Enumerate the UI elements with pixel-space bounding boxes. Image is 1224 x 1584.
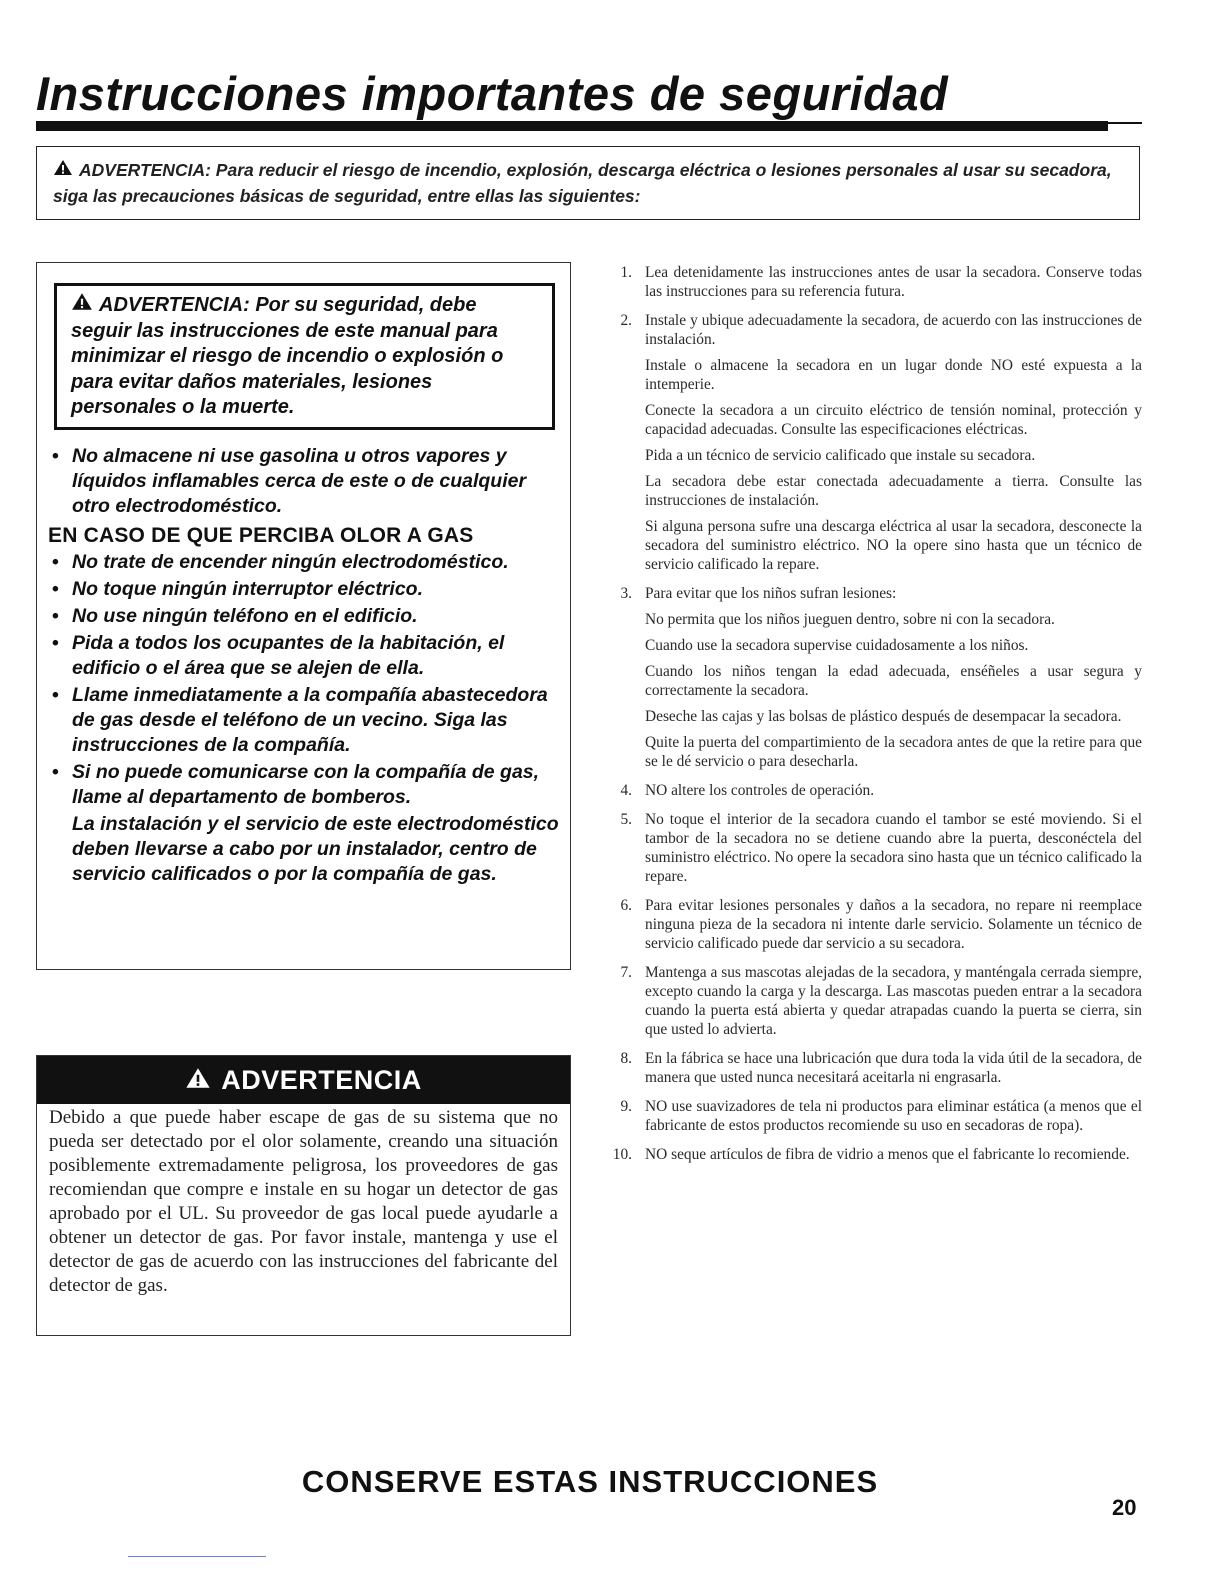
instruction-paragraph: NO altere los controles de operación.	[645, 782, 875, 799]
instruction-paragraph: Quite la puerta del compartimiento de la secadora antes de que la retire para que se le dé servicio o para desecharla.	[645, 734, 1142, 770]
instruction-item	[612, 781, 1142, 800]
list-item: • No toque ningún interruptor eléctrico.	[52, 578, 423, 600]
page-number: 20	[1112, 1495, 1137, 1520]
gas-detector-warning-header	[37, 1056, 570, 1104]
bullet-icon: •	[52, 632, 59, 654]
instruction-number: 2.	[620, 312, 632, 329]
bullet-icon: •	[52, 684, 59, 706]
title-underline-thin	[1100, 122, 1142, 124]
list-item: • No almacene ni use gasolina u otros vapores y líquidos inflamables cerca de este o de cualquier otro electrodoméstico.	[52, 445, 527, 517]
gas-detector-warning-box	[36, 1055, 571, 1336]
list-item: • No use ningún teléfono en el edificio.	[52, 605, 418, 627]
gas-odor-heading: EN CASO DE QUE PERCIBA OLOR A GAS	[48, 524, 474, 547]
gas-safety-content	[48, 444, 560, 887]
list-item: • Si no puede comunicarse con la compañía de gas, llame al departamento de bomberos.	[52, 761, 540, 808]
list-item: • No trate de encender ningún electrodoméstico.	[52, 551, 509, 573]
bullet-icon: •	[52, 445, 59, 467]
instruction-paragraph: No toque el interior de la secadora cuando el tambor se esté moviendo. Si el tambor de la secadora no se detiene cuando abre la puerta, desconéctela del suministro eléctrico. No opere la secadora sino hasta que un técnico calificado la repare.	[645, 811, 1143, 885]
instruction-number: 5.	[620, 811, 632, 828]
bullet-icon: •	[52, 578, 59, 600]
bullet-icon: •	[52, 551, 59, 573]
instruction-item	[612, 311, 1142, 574]
instruction-item	[612, 1145, 1142, 1164]
instruction-item	[612, 963, 1142, 1039]
conserve-instructions-heading: CONSERVE ESTAS INSTRUCCIONES	[301, 1464, 879, 1499]
instruction-paragraph: Conecte la secadora a un circuito eléctrico de tensión nominal, protección y capacidad adecuadas. Consulte las especificaciones eléctricas.	[645, 402, 1142, 438]
instruction-paragraph: Lea detenidamente las instrucciones antes de usar la secadora. Conserve todas las instrucciones para su referencia futura.	[645, 264, 1142, 300]
warning-triangle-icon	[185, 1058, 211, 1106]
list-item: • Pida a todos los ocupantes de la habitación, el edificio o el área que se alejen de ella.	[52, 632, 505, 679]
instruction-number: 1.	[620, 264, 632, 281]
list-item: • Llame inmediatamente a la compañía abastecedora de gas desde el teléfono de un vecino. Siga las instrucciones de la compañía.	[52, 684, 548, 756]
instruction-paragraph: Para evitar que los niños sufran lesiones:	[645, 585, 897, 602]
instruction-item	[612, 584, 1142, 771]
inner-warning-box	[54, 283, 555, 430]
instruction-item	[612, 1097, 1142, 1135]
instruction-number: 8.	[620, 1050, 632, 1067]
instruction-paragraph: No permita que los niños jueguen dentro, sobre ni con la secadora.	[645, 611, 1055, 628]
inner-warning-text: Por su seguridad, debe seguir las instrucciones de este manual para minimizar el riesgo de incendio o explosión o para evitar daños materiales, lesiones personales o la muerte.	[71, 294, 504, 418]
storage-list	[48, 444, 560, 519]
instruction-paragraph: Cuando use la secadora supervise cuidadosamente a los niños.	[645, 637, 1029, 654]
instruction-number: 10.	[612, 1146, 632, 1163]
instruction-paragraph: NO seque artículos de fibra de vidrio a menos que el fabricante lo recomiende.	[645, 1146, 1130, 1163]
inner-warning-label: ADVERTENCIA:	[99, 294, 250, 316]
title-underline	[36, 121, 1108, 131]
instruction-number: 4.	[620, 782, 632, 799]
top-warning-box	[36, 146, 1140, 220]
instruction-paragraph: Instale y ubique adecuadamente la secadora, de acuerdo con las instrucciones de instalación.	[645, 312, 1142, 348]
bullet-icon: •	[52, 605, 59, 627]
page-title: Instrucciones importantes de seguridad	[36, 67, 949, 120]
bullet-icon: •	[52, 761, 59, 783]
instruction-paragraph: NO use suavizadores de tela ni productos para eliminar estática (a menos que el fabricante de estos productos recomiende su uso en secadoras de ropa).	[645, 1098, 1142, 1134]
gas-detector-warning-title: ADVERTENCIA	[221, 1065, 422, 1095]
instruction-item	[612, 1049, 1142, 1087]
gas-odor-list	[48, 550, 560, 810]
instruction-paragraph: Pida a un técnico de servicio calificado que instale su secadora.	[645, 447, 1036, 464]
installation-note: La instalación y el servicio de este electrodoméstico deben llevarse a cabo por un instalador, centro de servicio calificados o por la compañía de gas.	[72, 813, 559, 885]
instruction-paragraph: Si alguna persona sufre una descarga eléctrica al usar la secadora, desconecte la secadora del suministro eléctrico. NO la opere sino hasta que un técnico de servicio calificado la repare.	[645, 518, 1142, 573]
instruction-paragraph: Deseche las cajas y las bolsas de plástico después de desempacar la secadora.	[645, 708, 1122, 725]
gas-detector-warning-text: Debido a que puede haber escape de gas de su sistema que no pueda ser detectado por el olor solamente, creando una situación posiblemente extremadamente peligrosa, los proveedores de gas recomiendan que compre e instale en su hogar un detector de gas aprobado por el UL. Su proveedor de gas local puede ayudarle a obtener un detector de gas. Por favor instale, mantenga y use el detector de gas de acuerdo con las instrucciones del fabricante del detector de gas.	[49, 1107, 558, 1296]
footer-line	[128, 1556, 266, 1557]
instruction-item	[612, 810, 1142, 886]
warning-triangle-icon	[71, 292, 93, 319]
instruction-paragraph: Cuando los niños tengan la edad adecuada, enséñeles a usar segura y correctamente la secadora.	[645, 663, 1142, 699]
instruction-paragraph: En la fábrica se hace una lubricación que dura toda la vida útil de la secadora, de manera que usted nunca necesitará aceitarla ni engrasarla.	[645, 1050, 1142, 1086]
instruction-paragraph: La secadora debe estar conectada adecuadamente a tierra. Consulte las instrucciones de instalación.	[645, 473, 1142, 509]
instruction-number: 3.	[620, 585, 632, 602]
safety-instructions-list	[612, 263, 1142, 1174]
instruction-paragraph: Mantenga a sus mascotas alejadas de la secadora, y manténgala cerrada siempre, excepto cuando la carga y la descarga. Las mascotas pueden entrar a la secadora cuando la puerta está abierta y quedar atrapadas cuando la puerta se cierra, sin que usted lo advierta.	[645, 964, 1142, 1038]
instruction-item	[612, 896, 1142, 953]
top-warning-label: ADVERTENCIA:	[79, 160, 211, 180]
instruction-number: 9.	[620, 1098, 632, 1115]
top-warning-text: Para reducir el riesgo de incendio, explosión, descarga eléctrica o lesiones personales al usar su secadora, siga las precauciones básicas de seguridad, entre ellas las siguientes:	[53, 160, 1112, 206]
instruction-paragraph: Instale o almacene la secadora en un lugar donde NO esté expuesta a la intemperie.	[645, 357, 1142, 393]
instruction-number: 7.	[620, 964, 632, 981]
warning-triangle-icon	[53, 157, 73, 183]
instruction-paragraph: Para evitar lesiones personales y daños a la secadora, no repare ni reemplace ninguna pieza de la secadora ni intente darle servicio. Solamente un técnico de servicio calificado puede dar servicio a su secadora.	[645, 897, 1142, 952]
instruction-number: 6.	[620, 897, 632, 914]
instruction-item	[612, 263, 1142, 301]
